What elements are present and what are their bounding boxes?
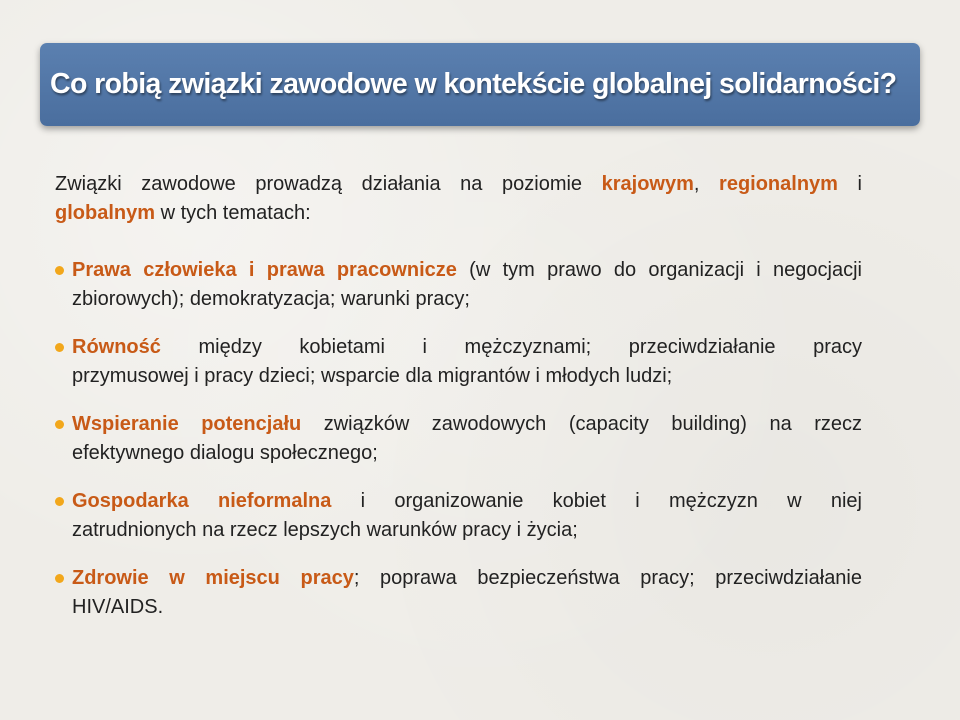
list-item (52, 564, 862, 622)
bullet-accent: Wspieranie potencjału (72, 413, 302, 435)
intro-text-2: , (693, 173, 720, 195)
slide-title: Co robią związki zawodowe w kontekście globalnej solidarności? (50, 68, 897, 100)
bullet-dot-icon (55, 574, 64, 583)
intro-paragraph (55, 170, 862, 228)
bullet-line-1 (72, 333, 862, 362)
bullet-dot-icon (55, 420, 64, 429)
intro-line-2 (55, 199, 862, 228)
bullet-list (52, 256, 862, 622)
bullet-dot-icon (55, 497, 64, 506)
bullet-dot-icon (55, 266, 64, 275)
bullet-line-1 (72, 487, 862, 516)
bullet-text: ; poprawa bezpieczeństwa pracy; przeciwdziałanie (353, 567, 863, 589)
intro-accent-national: krajowym (601, 173, 694, 195)
bullet-line-2: zbiorowych); demokratyzacja; warunki pracy; (72, 288, 470, 310)
bullet-accent: Gospodarka nieformalna (72, 490, 332, 512)
bullet-line-2: przymusowej i pracy dzieci; wsparcie dla migrantów i młodych ludzi; (72, 365, 673, 387)
bullet-accent: Prawa człowieka i prawa pracownicze (72, 259, 457, 281)
intro-accent-regional: regionalnym (719, 173, 838, 195)
bullet-line-1 (72, 564, 862, 593)
title-bar (40, 43, 920, 126)
bullet-line-1 (72, 256, 862, 285)
list-item (52, 410, 862, 468)
list-item (52, 487, 862, 545)
bullet-text: związków zawodowych (capacity building) na rzecz (301, 413, 862, 435)
slide-content (52, 170, 862, 641)
list-item (52, 333, 862, 391)
intro-text-4: w tych tematach: (155, 202, 311, 224)
intro-accent-global: globalnym (55, 202, 156, 224)
bullet-text: między kobietami i mężczyznami; przeciwdziałanie pracy (160, 336, 862, 358)
bullet-line-1 (72, 410, 862, 439)
list-item (52, 256, 862, 314)
bullet-line-2: HIV/AIDS. (72, 596, 164, 618)
bullet-line-2: efektywnego dialogu społecznego; (72, 442, 378, 464)
intro-line-1 (55, 170, 862, 199)
bullet-text: (w tym prawo do organizacji i negocjacji (456, 259, 862, 281)
bullet-line-2: zatrudnionych na rzecz lepszych warunków pracy i życia; (72, 519, 578, 541)
bullet-text: i organizowanie kobiet i mężczyzn w niej (331, 490, 862, 512)
bullet-dot-icon (55, 343, 64, 352)
bullet-accent: Równość (72, 336, 161, 358)
intro-text-3: i (837, 173, 862, 195)
bullet-accent: Zdrowie w miejscu pracy (72, 567, 354, 589)
intro-text-1: Związki zawodowe prowadzą działania na poziomie (55, 173, 602, 195)
